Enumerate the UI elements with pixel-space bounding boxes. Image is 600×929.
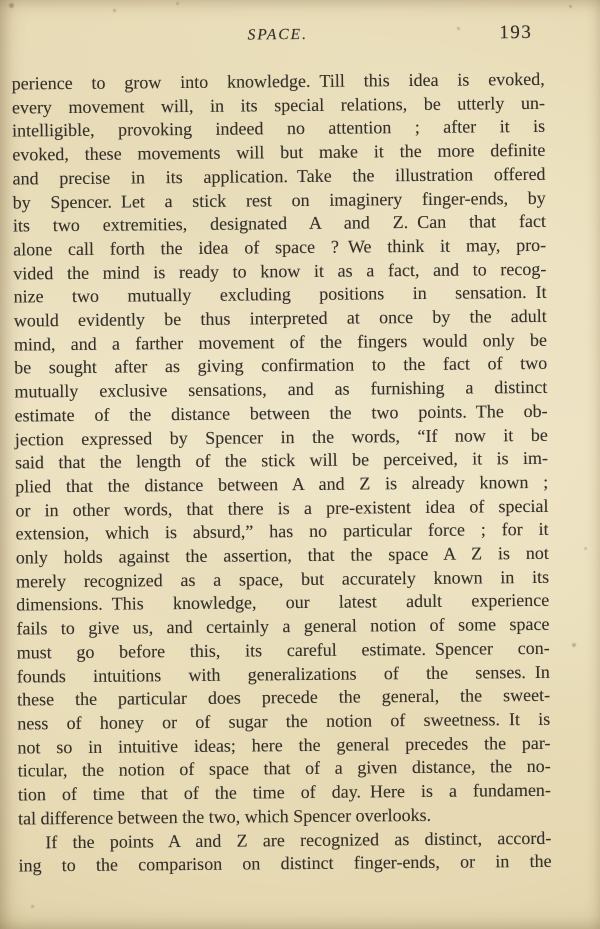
text-line: said that the length of the stick will be perceived, it is im- (14, 448, 549, 473)
text-line: If the points A and Z are recognized as distinct, accord- (45, 827, 552, 852)
text-line: only holds against the assertion, that the space A Z is not (15, 542, 549, 568)
paper-speck (31, 905, 34, 908)
text-line: tal difference between the two, which Spencer overlooks. (18, 804, 432, 829)
text-line: alone call forth the idea of space ? We think it may, pro- (13, 234, 547, 260)
text-line: extension, which is absurd,” has no particular force ; for it (15, 519, 549, 544)
text-line: perience to grow into knowledge. Till this idea is evoked, (11, 68, 545, 94)
running-head-title: SPACE. (247, 25, 309, 44)
text-line: or in other words, that there is a pre-existent idea of special (15, 495, 549, 521)
text-line: tion of time that of the time of day. Here is a fundamen- (17, 779, 551, 805)
text-line: evoked, these movements will but make it the more definite (12, 139, 546, 165)
text-line: every movement will, in its special relations, be utterly un- (11, 92, 545, 118)
text-line: ticular, the notion of space that of a given distance, the no- (17, 756, 551, 781)
page-number: 193 (499, 21, 533, 44)
text-line: estimate of the distance between the two points. The ob- (14, 400, 548, 426)
text-line: merely recognized as a space, but accurately known in its (15, 566, 550, 592)
text-line: its two extremities, designated A and Z. Can that fact (12, 211, 547, 236)
text-line: and precise in its application. Take the illustration offered (12, 163, 546, 189)
paper-speck (9, 3, 14, 8)
text-line: by Spencer. Let a stick rest on imaginery finger-ends, by (12, 187, 546, 213)
paper-speck (176, 2, 179, 5)
text-line: mutually exclusive sensations, and as furnishing a distinct (14, 376, 548, 402)
text-line: fails to give us, and certainly a general notion of some space (16, 614, 550, 639)
text-line: founds intuitions with generalizations of the senses. In (16, 661, 550, 687)
text-line: nize two mutually excluding positions in sensation. It (13, 282, 547, 307)
text-line: must go before this, its careful estimate. Spencer con- (16, 637, 550, 663)
text-line: be sought after as giving confirmation to the fact of two (14, 353, 548, 378)
paper-speck (584, 547, 587, 550)
text-line: dimensions. This knowledge, our latest adult experience (16, 590, 550, 615)
text-line: vided the mind is ready to know it as a fact, and to recog- (13, 258, 547, 284)
text-line: ness of honey or of sugar the notion of sweetness. It is (17, 708, 551, 734)
paper-speck (457, 27, 460, 30)
paper-speck (572, 643, 576, 647)
text-line: jection expressed by Spencer in the words, “If now it be (14, 424, 548, 450)
text-line: would evidently be thus interpreted at once by the adult (13, 305, 547, 331)
text-line: mind, and a farther movement of the fingers would only be (13, 329, 548, 355)
text-line: these the particular does precede the general, the sweet- (16, 685, 551, 710)
text-line: ing to the comparison on distinct finger-ends, or in the (18, 851, 552, 876)
text-line: plied that the distance between A and Z is already known ; (15, 471, 549, 497)
body-text (12, 68, 552, 879)
text-line: intelligible, provoking indeed no attention ; after it is (12, 116, 546, 141)
paper-speck (113, 9, 116, 12)
text-line: not so in intuitive ideas; here the general precedes the par- (17, 732, 551, 758)
paper-speck (569, 5, 572, 8)
